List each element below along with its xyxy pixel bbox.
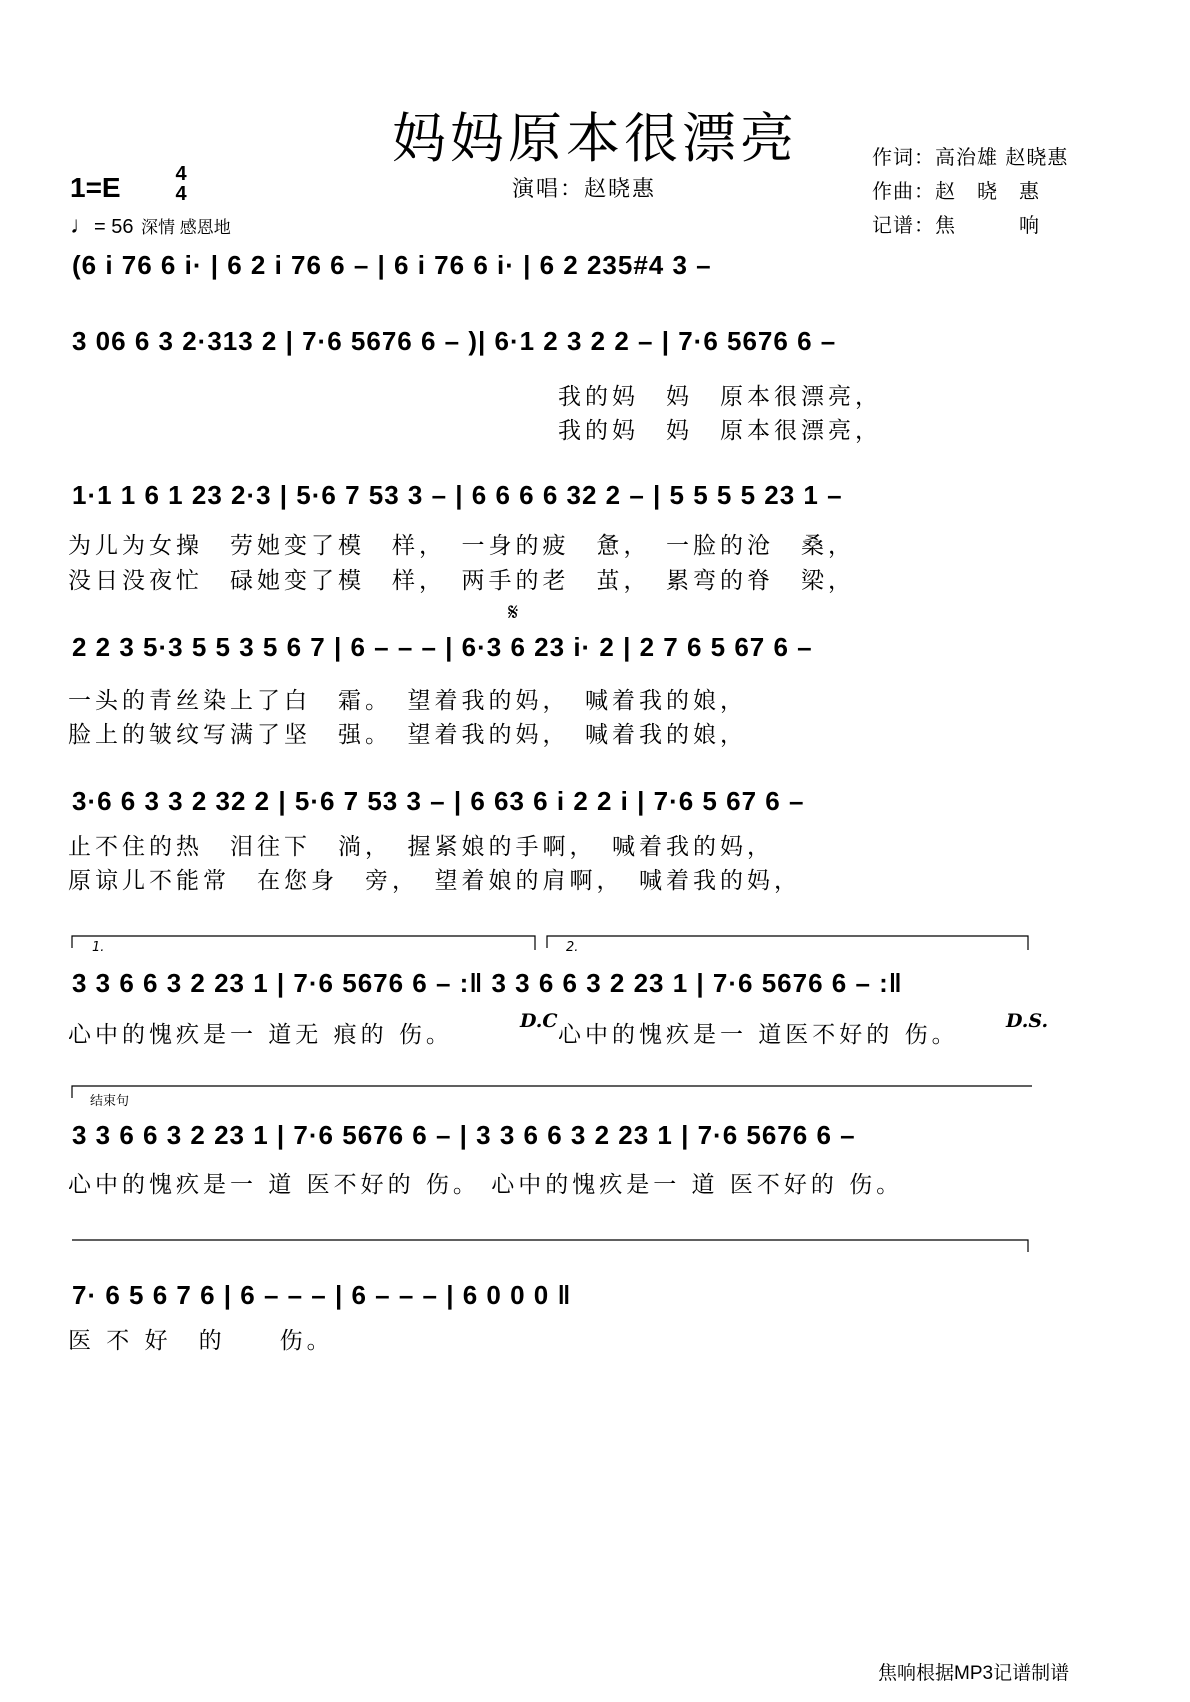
song-title: 妈妈原本很漂亮 <box>392 107 798 170</box>
system-2-notes: 3 06 6 3 2·313 2 | 7·6 5676 6 – )| 6·1 2 3 2 2 – | 7·6 5676 6 – <box>72 326 837 356</box>
volta-2-label: 2. <box>566 940 579 955</box>
system-2-lyric-1: 我的妈 妈 原本很漂亮， <box>558 384 882 410</box>
system-5-lyric-2: 原谅儿不能常 在您身 旁， 望着娘的肩啊， 喊着我的妈， <box>68 868 801 894</box>
system-7-notes: 3 3 6 6 3 2 23 1 | 7·6 5676 6 – | 3 3 6 6 3 2 23 1 | 7·6 5676 6 – <box>72 1120 856 1150</box>
system-6-lyric-1: 心中的愧疚是一 道无 痕的 伤。 <box>68 1022 453 1048</box>
system-3-lyric-2: 没日没夜忙 碌她变了模 样， 两手的老 茧， 累弯的脊 梁， <box>68 568 855 594</box>
expression-text: 深情 感恩地 <box>141 218 231 237</box>
tempo-value: = 56 <box>94 216 134 238</box>
segno-sign: 𝄋 <box>508 598 519 626</box>
composer: 作曲：赵 晓 惠 <box>872 179 1040 203</box>
transcriber-note: 焦响根据MP3记谱制谱 <box>878 1663 1070 1684</box>
singer: 演唱：赵晓惠 <box>512 177 657 202</box>
transcriber: 记谱：焦 响 <box>872 213 1040 237</box>
system-6-notes: 3 3 6 6 3 2 23 1 | 7·6 5676 6 – :‖ 3 3 6 6 3 2 23 1 | 7·6 5676 6 – :‖ <box>72 968 903 998</box>
coda-bracket <box>72 1086 1032 1098</box>
system-3-lyric-1: 为儿为女操 劳她变了模 样， 一身的疲 惫， 一脸的沧 桑， <box>68 533 855 559</box>
lyricist: 作词：高治雄 赵晓惠 <box>872 145 1069 169</box>
system-5-lyric-1: 止不住的热 泪往下 淌， 握紧娘的手啊， 喊着我的妈， <box>68 834 774 860</box>
system-7-lyric: 心中的愧疚是一 道 医不好的 伤。 心中的愧疚是一 道 医不好的 伤。 <box>68 1172 904 1198</box>
system-3-notes: 1·1 1 6 1 23 2·3 | 5·6 7 53 3 – | 6 6 6 6 32 2 – | 5 5 5 5 23 1 – <box>72 480 843 510</box>
system-1-notes: (6 i 76 6 i· | 6 2 i 76 6 – | 6 i 76 6 i· | 6 2 235#4 3 – <box>72 250 712 280</box>
ds-mark: D.S. <box>1006 1010 1049 1032</box>
time-signature-top: 4 <box>175 163 187 185</box>
dc-mark: D.C <box>520 1010 558 1032</box>
system-6-lyric-2: 心中的愧疚是一 道医不好的 伤。 <box>558 1022 959 1048</box>
key-signature: 1=E <box>70 172 121 203</box>
time-signature-bottom: 4 <box>175 183 187 205</box>
system-5-notes: 3·6 6 3 3 2 32 2 | 5·6 7 53 3 – | 6 63 6 i 2 2 i | 7·6 5 67 6 – <box>72 786 805 816</box>
system-2-lyric-2: 我的妈 妈 原本很漂亮， <box>558 418 882 444</box>
system-4-lyric-2: 脸上的皱纹写满了坚 强。 望着我的妈， 喊着我的娘， <box>68 722 747 748</box>
volta-1-bracket <box>72 936 535 950</box>
quarter-note-icon: ♩ <box>70 212 94 239</box>
system-4-notes: 2 2 3 5·3 5 5 3 5 6 7 | 6 – – – | 6·3 6 23 i· 2 | 2 7 6 5 67 6 – <box>72 632 813 662</box>
system-8-lyric: 医 不 好 的 伤。 <box>68 1328 334 1354</box>
system-8-notes: 7· 6 5 6 7 6 | 6 – – – | 6 – – – | 6 0 0 0 ‖ <box>72 1280 572 1310</box>
final-bracket <box>72 1240 1028 1252</box>
volta-1-label: 1. <box>92 940 105 955</box>
system-4-lyric-1: 一头的青丝染上了白 霜。 望着我的妈， 喊着我的娘， <box>68 688 747 714</box>
coda-label: 结束句 <box>90 1094 130 1109</box>
volta-2-bracket <box>547 936 1028 950</box>
